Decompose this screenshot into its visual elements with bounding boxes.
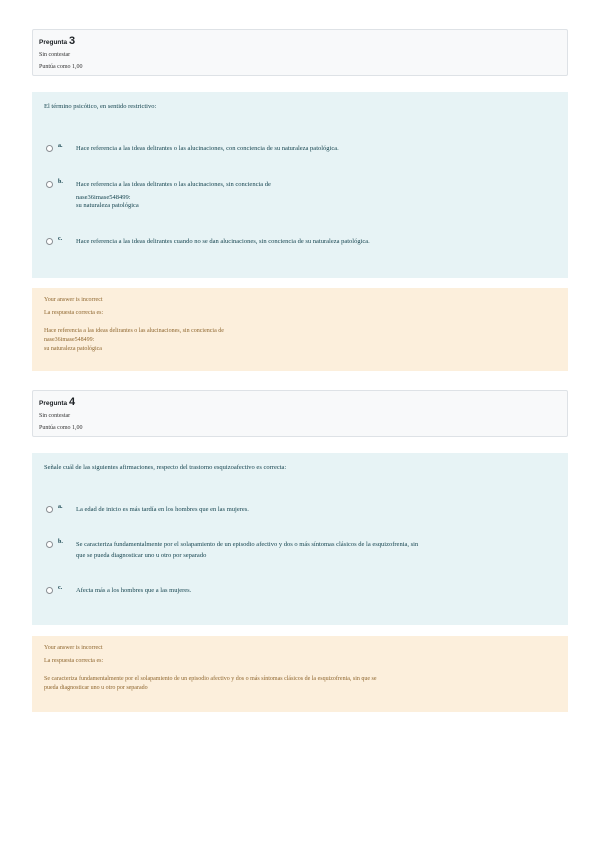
question-4-content [32, 453, 568, 625]
option-letter: a. [58, 143, 63, 149]
option-c[interactable] [46, 237, 558, 251]
question-label: Pregunta [39, 39, 68, 46]
question-4-feedback [32, 636, 568, 712]
question-label: Pregunta [39, 400, 68, 407]
radio-button[interactable] [46, 506, 53, 513]
question-3-content [32, 92, 568, 278]
radio-button[interactable] [46, 541, 53, 548]
question-3-title [39, 35, 561, 49]
feedback-status: Your answer is incorrect [44, 645, 103, 651]
question-4-title [39, 396, 561, 410]
correct-answer-line2: pueda diagnosticar uno u otro por separado [44, 685, 148, 691]
option-text: Hace referencia a las ideas delirantes cuando no se dan alucinaciones, sin conciencia de su naturaleza patológica. [76, 238, 370, 245]
correct-answer-line1: Hace referencia a las ideas delirantes o las alucinaciones, sin conciencia de [44, 328, 224, 334]
question-status: Sin contestar [39, 52, 71, 58]
correct-answer-line2: nase36imase548499: [44, 337, 95, 343]
question-status: Sin contestar [39, 413, 71, 419]
option-a[interactable] [46, 144, 558, 158]
question-text: El término psicótico, en sentido restrictivo: [44, 103, 157, 110]
option-a[interactable] [46, 505, 558, 519]
radio-button[interactable] [46, 181, 53, 188]
option-text-line2: que se pueda diagnosticar uno u otro por separado [76, 552, 207, 559]
question-text: Señale cuál de las siguientes afirmaciones, respecto del trastorno esquizoafectivo es correcta: [44, 464, 287, 471]
option-letter: b. [58, 179, 63, 185]
radio-button[interactable] [46, 587, 53, 594]
option-b[interactable] [46, 180, 558, 212]
option-text-line2: nase36imase548499: [76, 194, 131, 201]
correct-answer-line1: Se caracteriza fundamentalmente por el solapamiento de un episodio afectivo y dos o más síntomas clásicos de la esquizofrenia, sin que se [44, 676, 377, 682]
option-c[interactable] [46, 586, 558, 600]
question-number: 4 [68, 396, 76, 408]
correct-answer-line3: su naturaleza patológica [44, 346, 102, 352]
feedback-label: La respuesta correcta es: [44, 310, 104, 316]
option-text: Hace referencia a las ideas delirantes o las alucinaciones, sin conciencia de [76, 181, 271, 188]
option-text-line3: su naturaleza patológica [76, 202, 139, 209]
radio-button[interactable] [46, 238, 53, 245]
option-letter: c. [58, 585, 63, 591]
option-letter: a. [58, 504, 63, 510]
option-b[interactable] [46, 540, 558, 564]
radio-button[interactable] [46, 145, 53, 152]
feedback-status: Your answer is incorrect [44, 297, 103, 303]
option-letter: c. [58, 236, 63, 242]
question-3-info [32, 29, 568, 76]
feedback-label: La respuesta correcta es: [44, 658, 104, 664]
option-text: Se caracteriza fundamentalmente por el solapamiento de un episodio afectivo y dos o más síntomas clásicos de la esquizofrenia, sin [76, 541, 419, 548]
question-4-info [32, 390, 568, 437]
option-text: Hace referencia a las ideas delirantes o las alucinaciones, con conciencia de su naturaleza patológica. [76, 145, 339, 152]
question-number: 3 [68, 35, 76, 47]
option-text: Afecta más a los hombres que a las mujeres. [76, 587, 192, 594]
option-letter: b. [58, 539, 63, 545]
question-points: Puntúa como 1,00 [39, 425, 83, 431]
question-points: Puntúa como 1,00 [39, 64, 83, 70]
option-text: La edad de inicio es más tardía en los hombres que en las mujeres. [76, 506, 249, 513]
question-3-feedback [32, 288, 568, 371]
